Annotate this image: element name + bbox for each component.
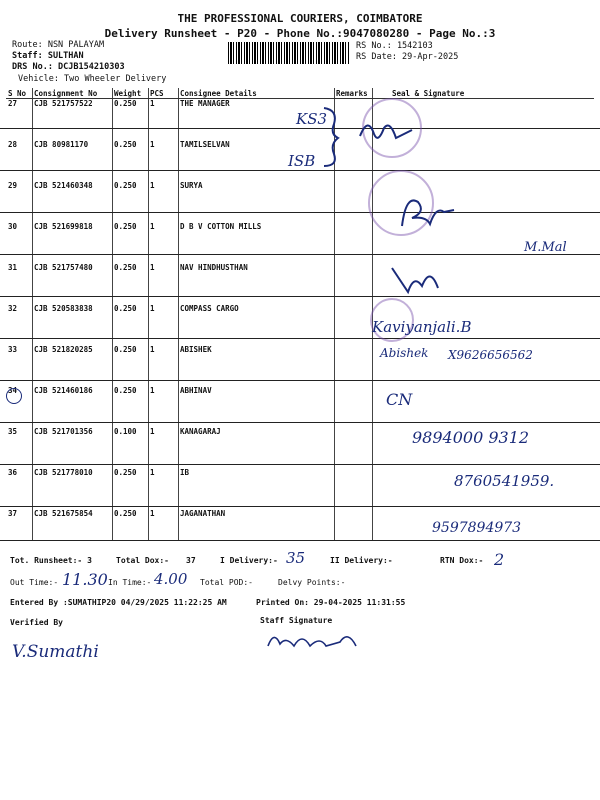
runsheet-subtitle: Delivery Runsheet - P20 - Phone No.:9047080280 - Page No.:3 [104,27,496,40]
row-consignee: SURYA [180,181,203,190]
row-sno: 36 [8,468,18,477]
rs-date: RS Date: 29-Apr-2025 [356,52,459,62]
row-remarks [334,263,372,304]
row-consignee: D B V COTTON MILLS [180,222,262,231]
total-pod-label: Total POD:- [200,578,253,587]
col-consignment: Consignment No [32,88,112,99]
verified-by-label: Verified By [10,618,63,627]
table-header-row [6,88,594,99]
out-time-value: 11.30 [62,570,108,589]
row-remarks [334,222,372,263]
row-sno: 33 [8,345,18,354]
ii-delivery-label: II Delivery:- [330,556,393,565]
row-consignment: CJB 521460186 [34,386,93,395]
col-pcs: PCS [148,88,178,99]
row-sno: 29 [8,181,18,190]
row-pcs: 1 [150,509,155,518]
row-consignee: KANAGARAJ [180,427,221,436]
row-sno: 37 [8,509,18,518]
row-consignment: CJB 521778010 [34,468,93,477]
row-consignment: CJB 521460348 [34,181,93,190]
row-consignment: CJB 521699818 [34,222,93,231]
row-divider [0,540,600,541]
row-sno: 32 [8,304,18,313]
handwritten-signature: Abishek [380,346,429,360]
handwritten-phone: 9894000 9312 [412,428,530,447]
row-divider [0,422,600,423]
staff-signature-label: Staff Signature [260,616,333,625]
row-consignment: CJB 521701356 [34,427,93,436]
vehicle-label: Vehicle: Two Wheeler Delivery [18,74,167,84]
handwritten-phone: 8760541959. [454,472,555,490]
staff-label: Staff: SULTHAN [12,51,84,61]
row-consignee: JAGANATHAN [180,509,226,518]
row-weight: 0.250 [114,509,137,518]
row-weight: 0.250 [114,468,137,477]
rtn-dox-label: RTN Dox:- [440,556,484,565]
handwritten-phone: X9626656562 [448,348,533,362]
row-consignee: ABISHEK [180,345,212,354]
rs-number: RS No.: 1542103 [356,41,433,51]
row-pcs: 1 [150,99,155,108]
row-remarks [334,427,372,468]
i-delivery-label: I Delivery:- [220,556,278,565]
row-weight: 0.250 [114,345,137,354]
row-pcs: 1 [150,304,155,313]
total-dox-value: 37 [186,556,196,565]
row-weight: 0.250 [114,99,137,108]
row-divider [0,338,600,339]
table-row [6,386,594,427]
row-pcs: 1 [150,222,155,231]
row-divider [0,506,600,507]
col-seal-signature: Seal & Signature [372,88,594,99]
row-pcs: 1 [150,140,155,149]
barcode [228,42,350,64]
row-consignment: CJB 520583838 [34,304,93,313]
row-weight: 0.250 [114,263,137,272]
row-weight: 0.250 [114,386,137,395]
handwritten-note: ISB [288,152,316,170]
row-remarks [334,181,372,222]
row-divider [0,212,600,213]
row-consignee: ABHINAV [180,386,212,395]
verified-signature: V.Sumathi [12,642,99,662]
handwritten-note: KS3 [296,110,328,128]
row-pcs: 1 [150,468,155,477]
brace-mark [322,104,342,170]
signature-scribble [356,116,416,146]
entered-by: Entered By :SUMATHIP20 04/29/2025 11:22:25 AM [10,598,227,607]
handwritten-note: M.Mal [524,240,567,255]
route-label: Route: NSN PALAYAM [12,40,105,50]
signature-scribble [388,258,444,298]
row-consignment: CJB 521757522 [34,99,93,108]
row-sno: 35 [8,427,18,436]
row-sno: 31 [8,263,18,272]
row-consignee: COMPASS CARGO [180,304,239,313]
row-consignment: CJB 80981170 [34,140,89,149]
total-dox-label: Total Dox:- [116,556,169,565]
row-sno: 30 [8,222,18,231]
in-time-value: 4.00 [154,570,188,588]
row-remarks [334,509,372,550]
col-remarks: Remarks [334,88,372,99]
row-divider [0,296,600,297]
in-time-label: In Time:- [108,578,152,587]
row-weight: 0.250 [114,140,137,149]
signature-scribble [396,192,456,232]
row-pcs: 1 [150,345,155,354]
row-consignee: TAMILSELVAN [180,140,230,149]
row-sno: 34 [8,386,18,395]
staff-signature-scribble [264,626,364,654]
row-consignee: THE MANAGER [180,99,230,108]
table-row [6,263,594,304]
row-pcs: 1 [150,427,155,436]
row-sno: 28 [8,140,18,149]
handwritten-signature: Kaviyanjali.B [372,318,472,336]
row-remarks [334,386,372,427]
handwritten-signature: CN [386,390,413,409]
table-row [6,222,594,263]
handwritten-phone: 9597894973 [432,520,522,536]
col-weight: Weight [112,88,148,99]
row-weight: 0.250 [114,222,137,231]
row-sno: 27 [8,99,18,108]
printed-on: Printed On: 29-04-2025 11:31:55 [256,598,406,607]
row-divider [0,254,600,255]
row-consignment: CJB 521820285 [34,345,93,354]
row-consignee: NAV HINDHUSTHAN [180,263,248,272]
col-consignee: Consignee Details [178,88,334,99]
row-divider [0,128,600,129]
row-remarks [334,468,372,509]
table-row [6,181,594,222]
row-consignee: IB [180,468,190,477]
row-consignment: CJB 521757480 [34,263,93,272]
company-title: THE PROFESSIONAL COURIERS, COIMBATORE [177,12,423,25]
row-pcs: 1 [150,263,155,272]
rtn-dox-value: 2 [494,550,505,569]
row-weight: 0.250 [114,181,137,190]
i-delivery-value: 35 [286,549,306,567]
row-divider [0,464,600,465]
row-pcs: 1 [150,386,155,395]
drs-number: DRS No.: DCJB154210303 [12,62,125,72]
row-weight: 0.100 [114,427,137,436]
row-divider [0,170,600,171]
row-consignment: CJB 521675854 [34,509,93,518]
col-sno: S No [6,88,32,99]
row-divider [0,380,600,381]
tot-runsheet: Tot. Runsheet:- 3 [10,556,92,565]
row-weight: 0.250 [114,304,137,313]
row-pcs: 1 [150,181,155,190]
row-marker-circle [6,388,22,404]
delvy-points-label: Delvy Points:- [278,578,346,587]
out-time-label: Out Time:- [10,578,59,587]
